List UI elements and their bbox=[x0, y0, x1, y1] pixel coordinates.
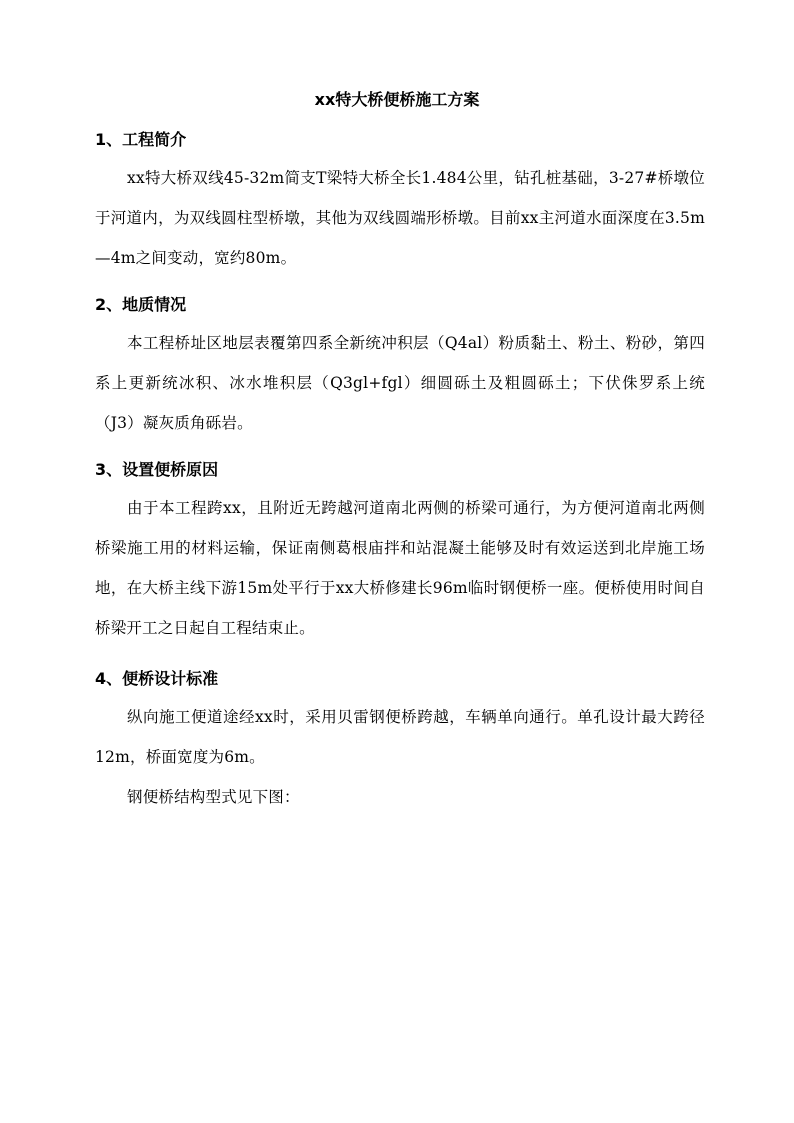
section-heading: 1、工程简介 bbox=[95, 130, 187, 149]
section-bridge-reason bbox=[95, 457, 705, 648]
section-heading: 2、地质情况 bbox=[95, 295, 187, 314]
document-title: xx特大桥便桥施工方案 bbox=[314, 90, 480, 109]
section-paragraph: 纵向施工便道途经xx时，采用贝雷钢便桥跨越，车辆单向通行。单孔设计最大跨径12m，桥面宽度为6m。 bbox=[95, 708, 705, 766]
section-heading: 4、便桥设计标准 bbox=[95, 669, 219, 688]
section-paragraph: 本工程桥址区地层表覆第四系全新统冲积层（Q4al）粉质黏土、粉土、粉砂，第四系上更新统冰积、冰水堆积层（Q3gl+fgl）细圆砾土及粗圆砾土；下伏侏罗系上统（J3）凝灰质角砾岩。 bbox=[95, 334, 705, 432]
section-heading: 3、设置便桥原因 bbox=[95, 460, 219, 479]
section-design-standard bbox=[95, 666, 705, 817]
section-geology bbox=[95, 292, 705, 443]
section-paragraph: 钢便桥结构型式见下图： bbox=[127, 788, 300, 806]
section-paragraph: 由于本工程跨xx，且附近无跨越河道南北两侧的桥梁可通行，为方便河道南北两侧桥梁施工用的材料运输，保证南侧葛根庙拌和站混凝土能够及时有效运送到北岸施工场地，在大桥主线下游15m处平行于xx大桥修建长96m临时钢便桥一座。便桥使用时间自桥梁开工之日起自工程结束止。 bbox=[95, 499, 705, 637]
section-paragraph: xx特大桥双线45-32m简支T梁特大桥全长1.484公里，钻孔桩基础，3-27#桥墩位于河道内，为双线圆柱型桥墩，其他为双线圆端形桥墩。目前xx主河道水面深度在3.5m—4m之间变动，宽约80m。 bbox=[95, 169, 705, 267]
section-project-overview bbox=[95, 127, 705, 278]
